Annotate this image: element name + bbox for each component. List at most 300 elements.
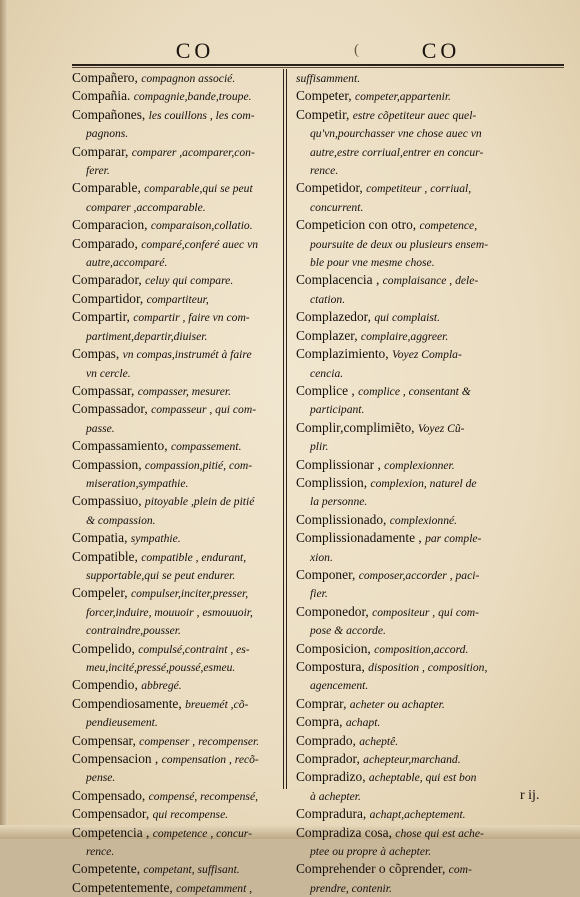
entry-line	[296, 419, 564, 437]
entry-definition: pense.	[86, 771, 116, 785]
signature-mark: r ij.	[520, 788, 540, 803]
entry-line	[72, 750, 278, 768]
entry-definition: poursuite de deux ou plusieurs ensem-	[310, 237, 489, 251]
entry-definition: acheptê.	[359, 734, 399, 748]
entry-headword: Compensar,	[72, 732, 136, 748]
entry-definition: complice , consentant &	[358, 384, 471, 398]
entry-line	[296, 327, 564, 345]
entry-definition: pagnons.	[86, 127, 129, 141]
entry-definition: forcer,induire, mouuoir , esmouuoir,	[86, 605, 253, 619]
dictionary-entry	[72, 216, 278, 234]
dictionary-entry	[296, 824, 564, 861]
entry-headword: Compassamiento,	[72, 438, 168, 454]
entry-headword: Compelido,	[72, 640, 135, 656]
entry-definition: breuemét ,cõ-	[185, 697, 249, 711]
entry-line	[72, 161, 278, 179]
entry-definition: prendre, contenir.	[310, 881, 392, 895]
entry-line	[72, 603, 278, 621]
entry-headword: Compensado,	[72, 787, 146, 803]
entry-headword: Competentemente,	[72, 879, 173, 895]
entry-definition: complexionné.	[389, 513, 458, 527]
entry-line	[296, 640, 564, 658]
column-divider-inner	[286, 69, 287, 789]
dictionary-entry	[296, 106, 564, 180]
dictionary-entry	[72, 179, 278, 216]
dictionary-entry	[296, 732, 564, 750]
entry-line	[72, 658, 278, 676]
entry-headword: Complissionadamente ,	[296, 530, 422, 546]
dictionary-entry	[296, 345, 564, 382]
entry-line	[296, 198, 564, 216]
entry-line	[296, 143, 564, 161]
entry-headword: Comparador,	[72, 272, 142, 288]
entry-definition: agencement.	[310, 679, 369, 693]
entry-line	[72, 106, 278, 124]
entry-definition: plir.	[310, 440, 329, 454]
entry-line	[72, 492, 278, 510]
entry-definition: vn compas,instrumét à faire	[122, 348, 252, 362]
entry-line	[72, 253, 278, 271]
entry-line	[72, 308, 278, 326]
entry-headword: Compassador,	[72, 401, 148, 417]
entry-headword: Competir,	[296, 106, 350, 122]
entry-line	[296, 879, 564, 897]
entry-line	[72, 400, 278, 418]
entry-definition: miseration,sympathie.	[86, 476, 189, 490]
entry-headword: Comprar,	[296, 695, 347, 711]
entry-line	[296, 805, 564, 823]
entry-headword: Compensador,	[72, 806, 150, 822]
dictionary-entry	[296, 87, 564, 105]
dictionary-entry	[72, 695, 278, 732]
entry-definition: pitoyable ,plein de pitié	[144, 495, 255, 509]
entry-headword: Competidor,	[296, 180, 363, 196]
header-right: CO	[421, 38, 461, 63]
entry-headword: Compensacion ,	[72, 751, 159, 767]
entry-headword: Complazedor,	[296, 309, 371, 325]
entry-line	[72, 640, 278, 658]
entry-headword: Complission,	[296, 474, 368, 490]
dictionary-entry	[296, 69, 564, 87]
dictionary-entry	[72, 290, 278, 308]
entry-definition: contraindre,pousser.	[86, 624, 181, 638]
dictionary-entry	[72, 860, 278, 878]
entry-line	[72, 235, 278, 253]
entry-headword: Compatia,	[72, 530, 128, 546]
entry-definition: ble pour vne mesme chose.	[310, 256, 435, 270]
dictionary-entry	[72, 824, 278, 861]
header-left: CO	[175, 38, 215, 63]
entry-line	[72, 548, 278, 566]
entry-headword: Composicion,	[296, 640, 371, 656]
entry-headword: Complazer,	[296, 327, 358, 343]
dictionary-entry	[296, 419, 564, 456]
entry-line	[72, 216, 278, 234]
entry-line	[72, 271, 278, 289]
entry-definition: competiteur , corriual,	[366, 182, 472, 196]
dictionary-entry	[296, 327, 564, 345]
entry-headword: Comparable,	[72, 180, 141, 196]
entry-headword: Comparacion,	[72, 217, 148, 233]
entry-line	[296, 308, 564, 326]
entry-definition: ctation.	[310, 292, 346, 306]
dictionary-entry	[72, 492, 278, 529]
entry-headword: Complissionado,	[296, 511, 387, 527]
entry-definition: composer,accorder , paci-	[358, 568, 480, 582]
entry-line	[72, 456, 278, 474]
entry-line	[72, 695, 278, 713]
dictionary-entry	[296, 179, 564, 216]
entry-line	[296, 437, 564, 455]
entry-definition: Voyez Compla-	[391, 348, 462, 362]
dictionary-entry	[296, 511, 564, 529]
entry-definition: compenser , recompenser.	[139, 734, 260, 748]
dictionary-entry	[296, 382, 564, 419]
entry-line	[296, 529, 564, 547]
right-column	[296, 69, 564, 897]
entry-line	[72, 364, 278, 382]
dictionary-entry	[72, 400, 278, 437]
entry-headword: Complacencia ,	[296, 272, 380, 288]
entry-definition: partiment,departir,diuiser.	[86, 329, 208, 343]
entry-line	[296, 658, 564, 676]
entry-definition: com-	[448, 863, 472, 877]
entry-definition: estre cõpetiteur auec quel-	[352, 108, 477, 122]
entry-definition: qui complaist.	[374, 311, 441, 325]
entry-definition: compasser, mesurer.	[137, 384, 231, 398]
entry-line	[72, 805, 278, 823]
entry-headword: Compradiza cosa,	[296, 824, 392, 840]
dictionary-entry	[296, 860, 564, 897]
header-rule	[72, 64, 564, 66]
entry-headword: Complissionar ,	[296, 456, 381, 472]
entry-definition: competer,appartenir.	[354, 90, 451, 104]
entry-line	[72, 529, 278, 547]
entry-headword: Compañero,	[72, 70, 138, 85]
entry-definition: compatible , endurant,	[141, 550, 247, 564]
entry-definition: autre,estre corriual,entrer en concur-	[310, 145, 484, 159]
entry-definition: supportable,qui se peut endurer.	[86, 568, 236, 582]
entry-definition: à achepter.	[310, 789, 361, 803]
entry-line	[72, 511, 278, 529]
entry-line	[72, 584, 278, 602]
entry-definition: autre,accomparé.	[86, 256, 168, 270]
entry-definition: achapt,acheptement.	[369, 808, 466, 822]
entry-definition: complaisance , dele-	[382, 274, 479, 288]
entry-definition: disposition , composition,	[368, 661, 488, 674]
entry-line	[296, 511, 564, 529]
entry-definition: passe.	[86, 421, 115, 435]
entry-definition: celuy qui compare.	[145, 274, 234, 288]
entry-line	[296, 382, 564, 400]
entry-line	[72, 860, 278, 878]
dictionary-entry	[72, 345, 278, 382]
entry-line	[296, 768, 564, 786]
left-column	[72, 69, 278, 897]
entry-line	[72, 824, 278, 842]
entry-definition: suffisamment.	[296, 72, 361, 85]
entry-line	[296, 676, 564, 694]
entry-definition: competence,	[419, 219, 478, 233]
dictionary-entry	[72, 640, 278, 677]
dictionary-entry	[296, 308, 564, 326]
entry-line	[296, 474, 564, 492]
entry-line	[72, 143, 278, 161]
dictionary-entry	[296, 713, 564, 731]
entry-line	[72, 732, 278, 750]
entry-line	[296, 161, 564, 179]
dictionary-entry	[296, 566, 564, 603]
dictionary-entry	[72, 235, 278, 272]
dictionary-entry	[72, 271, 278, 289]
entry-line	[296, 69, 564, 87]
entry-line	[72, 382, 278, 400]
entry-line	[296, 824, 564, 842]
entry-definition: vn cercle.	[86, 366, 131, 380]
entry-line	[296, 87, 564, 105]
entry-definition: compagnie,bande,troupe.	[133, 90, 252, 104]
entry-line	[72, 713, 278, 731]
entry-headword: Complice ,	[296, 382, 355, 398]
entry-line	[296, 345, 564, 363]
entry-line	[72, 566, 278, 584]
entry-headword: Complazimiento,	[296, 346, 389, 362]
dictionary-entry	[72, 548, 278, 585]
entry-definition: ferer.	[86, 164, 110, 178]
entry-line	[296, 566, 564, 584]
entry-line	[72, 124, 278, 142]
entry-definition: qu'vn,pourchasser vne chose auec vn	[310, 127, 482, 141]
entry-headword: Comparar,	[72, 143, 129, 159]
entry-line	[296, 750, 564, 768]
entry-headword: Compostura,	[296, 659, 365, 674]
entry-headword: Comparado,	[72, 235, 138, 251]
dictionary-entry	[72, 106, 278, 143]
entry-definition: comparaison,collatio.	[150, 219, 253, 233]
entry-line	[72, 345, 278, 363]
entry-definition: competant, suffisant.	[143, 863, 240, 877]
entry-definition: compulser,inciter,presser,	[130, 587, 249, 601]
entry-line	[72, 69, 278, 87]
dictionary-entry	[72, 750, 278, 787]
entry-definition: concurrent.	[310, 200, 364, 214]
entry-headword: Compra,	[296, 714, 343, 730]
entry-headword: Competencia ,	[72, 824, 150, 840]
entry-definition: compassement.	[170, 440, 242, 454]
entry-definition: comparable,qui se peut	[144, 182, 253, 196]
dictionary-entry	[296, 603, 564, 640]
dictionary-entry	[296, 805, 564, 823]
entry-definition: composition,accord.	[374, 642, 469, 656]
entry-line	[296, 124, 564, 142]
entry-line	[296, 584, 564, 602]
entry-definition: par comple-	[425, 532, 482, 546]
dictionary-entry	[72, 529, 278, 547]
entry-definition: acheptable, qui est bon	[368, 771, 477, 785]
entry-definition: les couillons , les com-	[148, 108, 255, 122]
entry-headword: Compañia.	[72, 88, 131, 104]
dictionary-entry	[296, 216, 564, 271]
entry-headword: Compatible,	[72, 548, 138, 564]
entry-line	[72, 621, 278, 639]
entry-headword: Compassiuo,	[72, 493, 142, 509]
entry-line	[72, 437, 278, 455]
entry-line	[72, 179, 278, 197]
entry-definition: compartiteur,	[146, 292, 209, 306]
entry-definition: comparer ,accomparable.	[86, 200, 206, 214]
entry-definition: participant.	[310, 403, 365, 417]
entry-definition: compasseur , qui com-	[151, 403, 257, 417]
entry-headword: Compas,	[72, 346, 120, 362]
entry-definition: xion.	[310, 550, 333, 564]
entry-headword: Comprado,	[296, 732, 356, 748]
entry-definition: chose qui est ache-	[395, 826, 484, 840]
dictionary-entry	[72, 143, 278, 180]
entry-definition: meu,incité,pressé,poussé,esmeu.	[86, 661, 236, 674]
entry-headword: Compassion,	[72, 456, 142, 472]
entry-headword: Comprehender o cõprender,	[296, 861, 446, 877]
entry-headword: Competente,	[72, 861, 141, 877]
entry-definition: compulsé,contraint , es-	[138, 642, 250, 656]
dictionary-entry	[72, 69, 278, 87]
entry-line	[296, 253, 564, 271]
entry-line	[296, 492, 564, 510]
entry-line	[296, 621, 564, 639]
dictionary-entry	[72, 787, 278, 805]
dictionary-entry	[296, 529, 564, 566]
entry-headword: Complir,complimiẽto,	[296, 419, 415, 435]
dictionary-entry	[296, 474, 564, 511]
entry-headword: Componedor,	[296, 603, 369, 619]
dictionary-entry	[72, 676, 278, 694]
entry-line	[296, 290, 564, 308]
dictionary-entry	[72, 805, 278, 823]
entry-line	[296, 179, 564, 197]
entry-headword: Compañones,	[72, 106, 146, 122]
entry-definition: qui recompense.	[152, 808, 229, 822]
column-divider	[283, 69, 284, 789]
entry-line	[72, 419, 278, 437]
entry-definition: comparé,conferé auec vn	[141, 237, 259, 251]
entry-line	[296, 106, 564, 124]
entry-headword: Componer,	[296, 566, 356, 582]
entry-line	[296, 860, 564, 878]
page-gutter-shadow	[0, 0, 8, 839]
entry-line	[296, 548, 564, 566]
entry-definition: achepteur,marchand.	[363, 753, 461, 767]
entry-line	[72, 676, 278, 694]
entry-line	[296, 732, 564, 750]
entry-line	[72, 768, 278, 786]
entry-definition: compagnon associé.	[141, 72, 236, 85]
dictionary-entry	[72, 308, 278, 345]
dictionary-entry	[72, 732, 278, 750]
dictionary-entry	[296, 695, 564, 713]
entry-definition: abbregé.	[141, 679, 182, 693]
dictionary-entry	[72, 879, 278, 897]
entry-headword: Compeler,	[72, 585, 128, 601]
entry-line	[296, 456, 564, 474]
entry-line	[72, 327, 278, 345]
entry-line	[72, 474, 278, 492]
entry-definition: compartir , faire vn com-	[133, 311, 250, 325]
entry-line	[72, 198, 278, 216]
dictionary-entry	[72, 584, 278, 639]
entry-definition: complaire,aggreer.	[360, 329, 449, 343]
dictionary-entry	[72, 437, 278, 455]
entry-headword: Compartidor,	[72, 290, 144, 306]
entry-line	[72, 879, 278, 897]
entry-headword: Competer,	[296, 88, 352, 104]
entry-definition: cencia.	[310, 366, 344, 380]
entry-definition: compensé, recompensé,	[148, 789, 258, 803]
entry-definition: compassion,pitié, com-	[144, 458, 253, 472]
entry-definition: achapt.	[345, 716, 381, 730]
dictionary-entry	[72, 456, 278, 493]
entry-definition: fier.	[310, 587, 328, 601]
entry-headword: Compartir,	[72, 309, 130, 325]
header-rule-thin	[72, 67, 564, 68]
entry-definition: Voyez Cũ-	[417, 421, 465, 435]
entry-line	[72, 842, 278, 860]
entry-line	[72, 87, 278, 105]
dictionary-entry	[296, 456, 564, 474]
entry-definition: pose & accorde.	[310, 624, 386, 638]
entry-definition: sympathie.	[130, 532, 181, 546]
entry-headword: Compendio,	[72, 677, 138, 693]
entry-line	[296, 364, 564, 382]
entry-definition: la personne.	[310, 495, 368, 509]
dictionary-entry	[296, 640, 564, 658]
entry-line	[296, 235, 564, 253]
entry-definition: rence.	[86, 845, 115, 859]
dictionary-entry	[296, 271, 564, 308]
entry-definition: pendieusement.	[86, 716, 158, 730]
entry-line	[296, 271, 564, 289]
entry-definition: competamment ,	[176, 881, 253, 895]
entry-definition: competence , concur-	[152, 826, 252, 840]
entry-headword: Compassar,	[72, 382, 135, 398]
dictionary-entry	[296, 750, 564, 768]
entry-definition: compensation , recõ-	[161, 753, 259, 767]
entry-definition: & compassion.	[86, 513, 156, 527]
entry-definition: ptee ou propre à achepter.	[310, 845, 432, 859]
entry-line	[296, 603, 564, 621]
dictionary-entry	[72, 382, 278, 400]
entry-headword: Comprador,	[296, 751, 360, 767]
entry-line	[72, 787, 278, 805]
entry-definition: compositeur , qui com-	[372, 605, 479, 619]
entry-headword: Compradura,	[296, 806, 367, 822]
entry-line	[296, 842, 564, 860]
entry-line	[296, 713, 564, 731]
entry-headword: Competicion con otro,	[296, 217, 417, 233]
entry-definition: rence.	[310, 164, 339, 178]
entry-definition: complexion, naturel de	[370, 476, 477, 490]
entry-line	[296, 695, 564, 713]
entry-definition: complexionner.	[384, 458, 455, 472]
entry-line	[72, 290, 278, 308]
entry-line	[296, 216, 564, 234]
header-mark: (	[354, 42, 359, 58]
entry-headword: Compendiosamente,	[72, 695, 182, 711]
entry-line	[296, 400, 564, 418]
entry-definition: acheter ou achapter.	[349, 697, 445, 711]
dictionary-entry	[72, 87, 278, 105]
entry-headword: Compradizo,	[296, 769, 366, 785]
dictionary-entry	[296, 658, 564, 695]
entry-definition: comparer ,acomparer,con-	[131, 145, 255, 159]
